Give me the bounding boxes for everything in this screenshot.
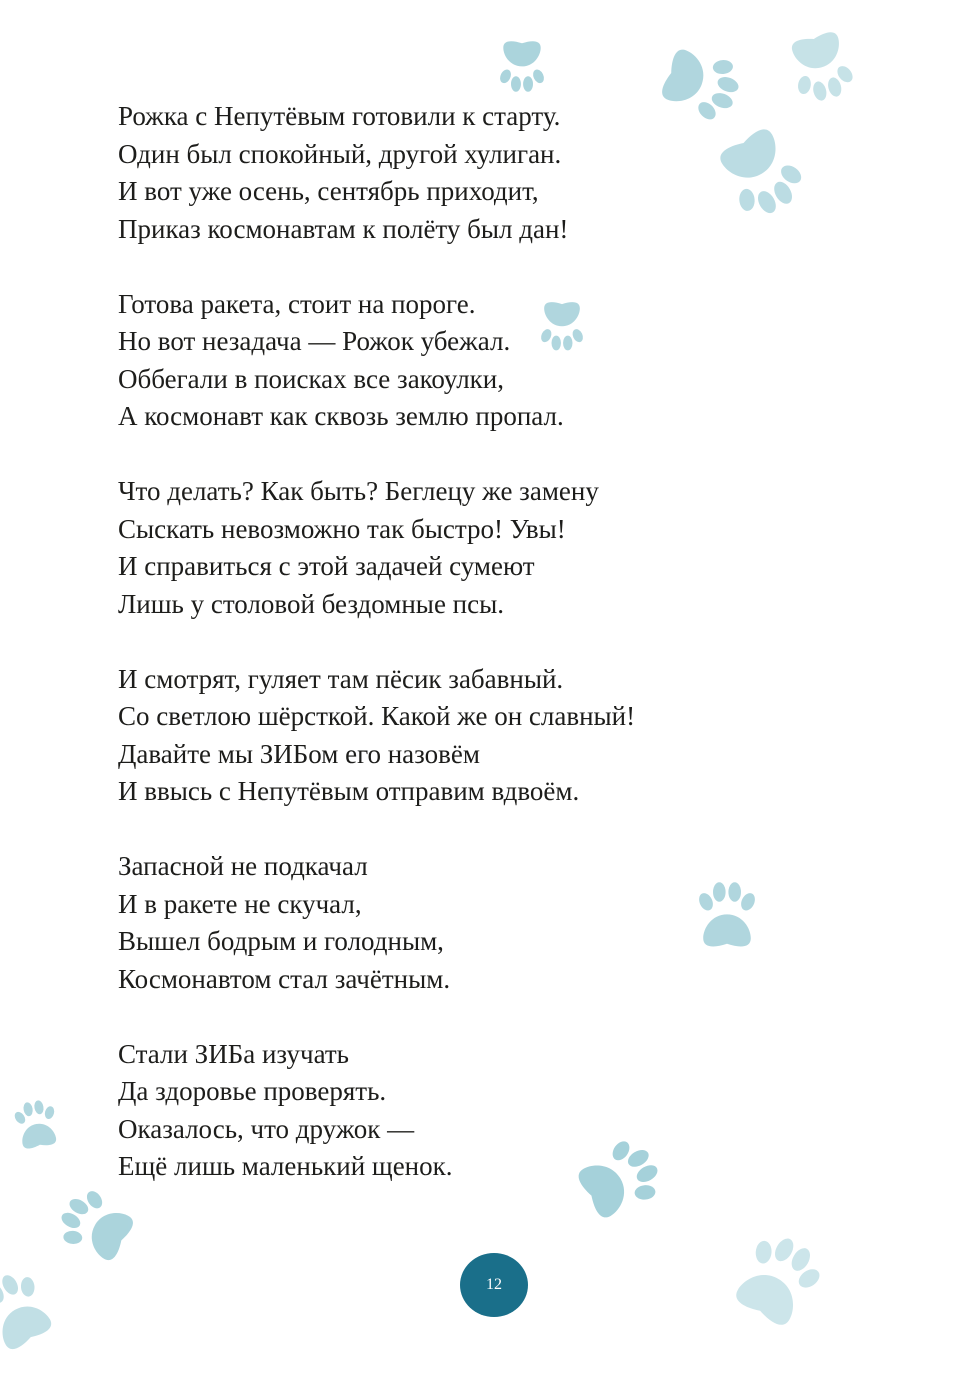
poem-line: Космонавтом стал зачётным. — [118, 963, 451, 994]
poem-line: Со светлою шёрсткой. Какой же он славный! — [118, 701, 636, 731]
poem-line: Да здоровье проверять. — [118, 1076, 387, 1106]
paw-icon — [498, 41, 546, 91]
poem-line: И вот уже осень, сентябрь приходит, — [118, 176, 539, 206]
stanza-5 — [118, 848, 758, 998]
poem-line: Запасной не подкачал — [118, 851, 368, 881]
stanza-2 — [118, 286, 758, 436]
poem-line: И справиться с этой задачей сумеют — [118, 551, 535, 581]
poem-line: Что делать? Как быть? Беглецу же замену — [118, 476, 599, 506]
poem-line: Приказ космонавтам к полёту был дан! — [118, 213, 569, 244]
stanza-6 — [118, 1036, 758, 1186]
page-number: 12 — [486, 1276, 502, 1293]
stanza-4 — [118, 661, 758, 811]
poem-line: И смотрят, гуляет там пёсик забавный. — [118, 663, 564, 694]
poem-line: Вышел бодрым и голодным, — [118, 926, 444, 956]
poem-line: Стали ЗИБа изучать — [118, 1038, 349, 1069]
paw-icon — [784, 29, 860, 107]
poem — [118, 98, 758, 1223]
poem-line: Сыскать невозможно так быстро! Увы! — [118, 513, 566, 544]
poem-line: Один был спокойный, другой хулиган. — [118, 138, 562, 169]
paw-icon — [11, 1098, 62, 1151]
poem-line: Давайте мы ЗИБом его назовём — [118, 738, 480, 769]
poem-line: А космонавт как сквозь землю пропал. — [118, 401, 564, 431]
poem-line: И ввысь с Непутёвым отправим вдвоём. — [118, 776, 580, 806]
poem-line: Но вот незадача — Рожок убежал. — [118, 326, 511, 356]
page-number-badge — [460, 1253, 528, 1317]
poem-line: Лишь у столовой бездомные псы. — [118, 588, 505, 619]
poem-line: Рожка с Непутёвым готовили к старту. — [118, 101, 561, 131]
paw-icon — [0, 1264, 61, 1356]
poem-line: Ещё лишь маленький щенок. — [118, 1151, 453, 1181]
poem-line: Оказалось, что дружок — — [118, 1113, 415, 1144]
paw-icon — [725, 1225, 831, 1333]
poem-line: И в ракете не скучал, — [118, 888, 362, 919]
stanza-1 — [118, 98, 758, 248]
poem-line: Готова ракета, стоит на пороге. — [118, 288, 476, 319]
stanza-3 — [118, 473, 758, 623]
poem-line: Оббегали в поисках все закоулки, — [118, 363, 505, 394]
